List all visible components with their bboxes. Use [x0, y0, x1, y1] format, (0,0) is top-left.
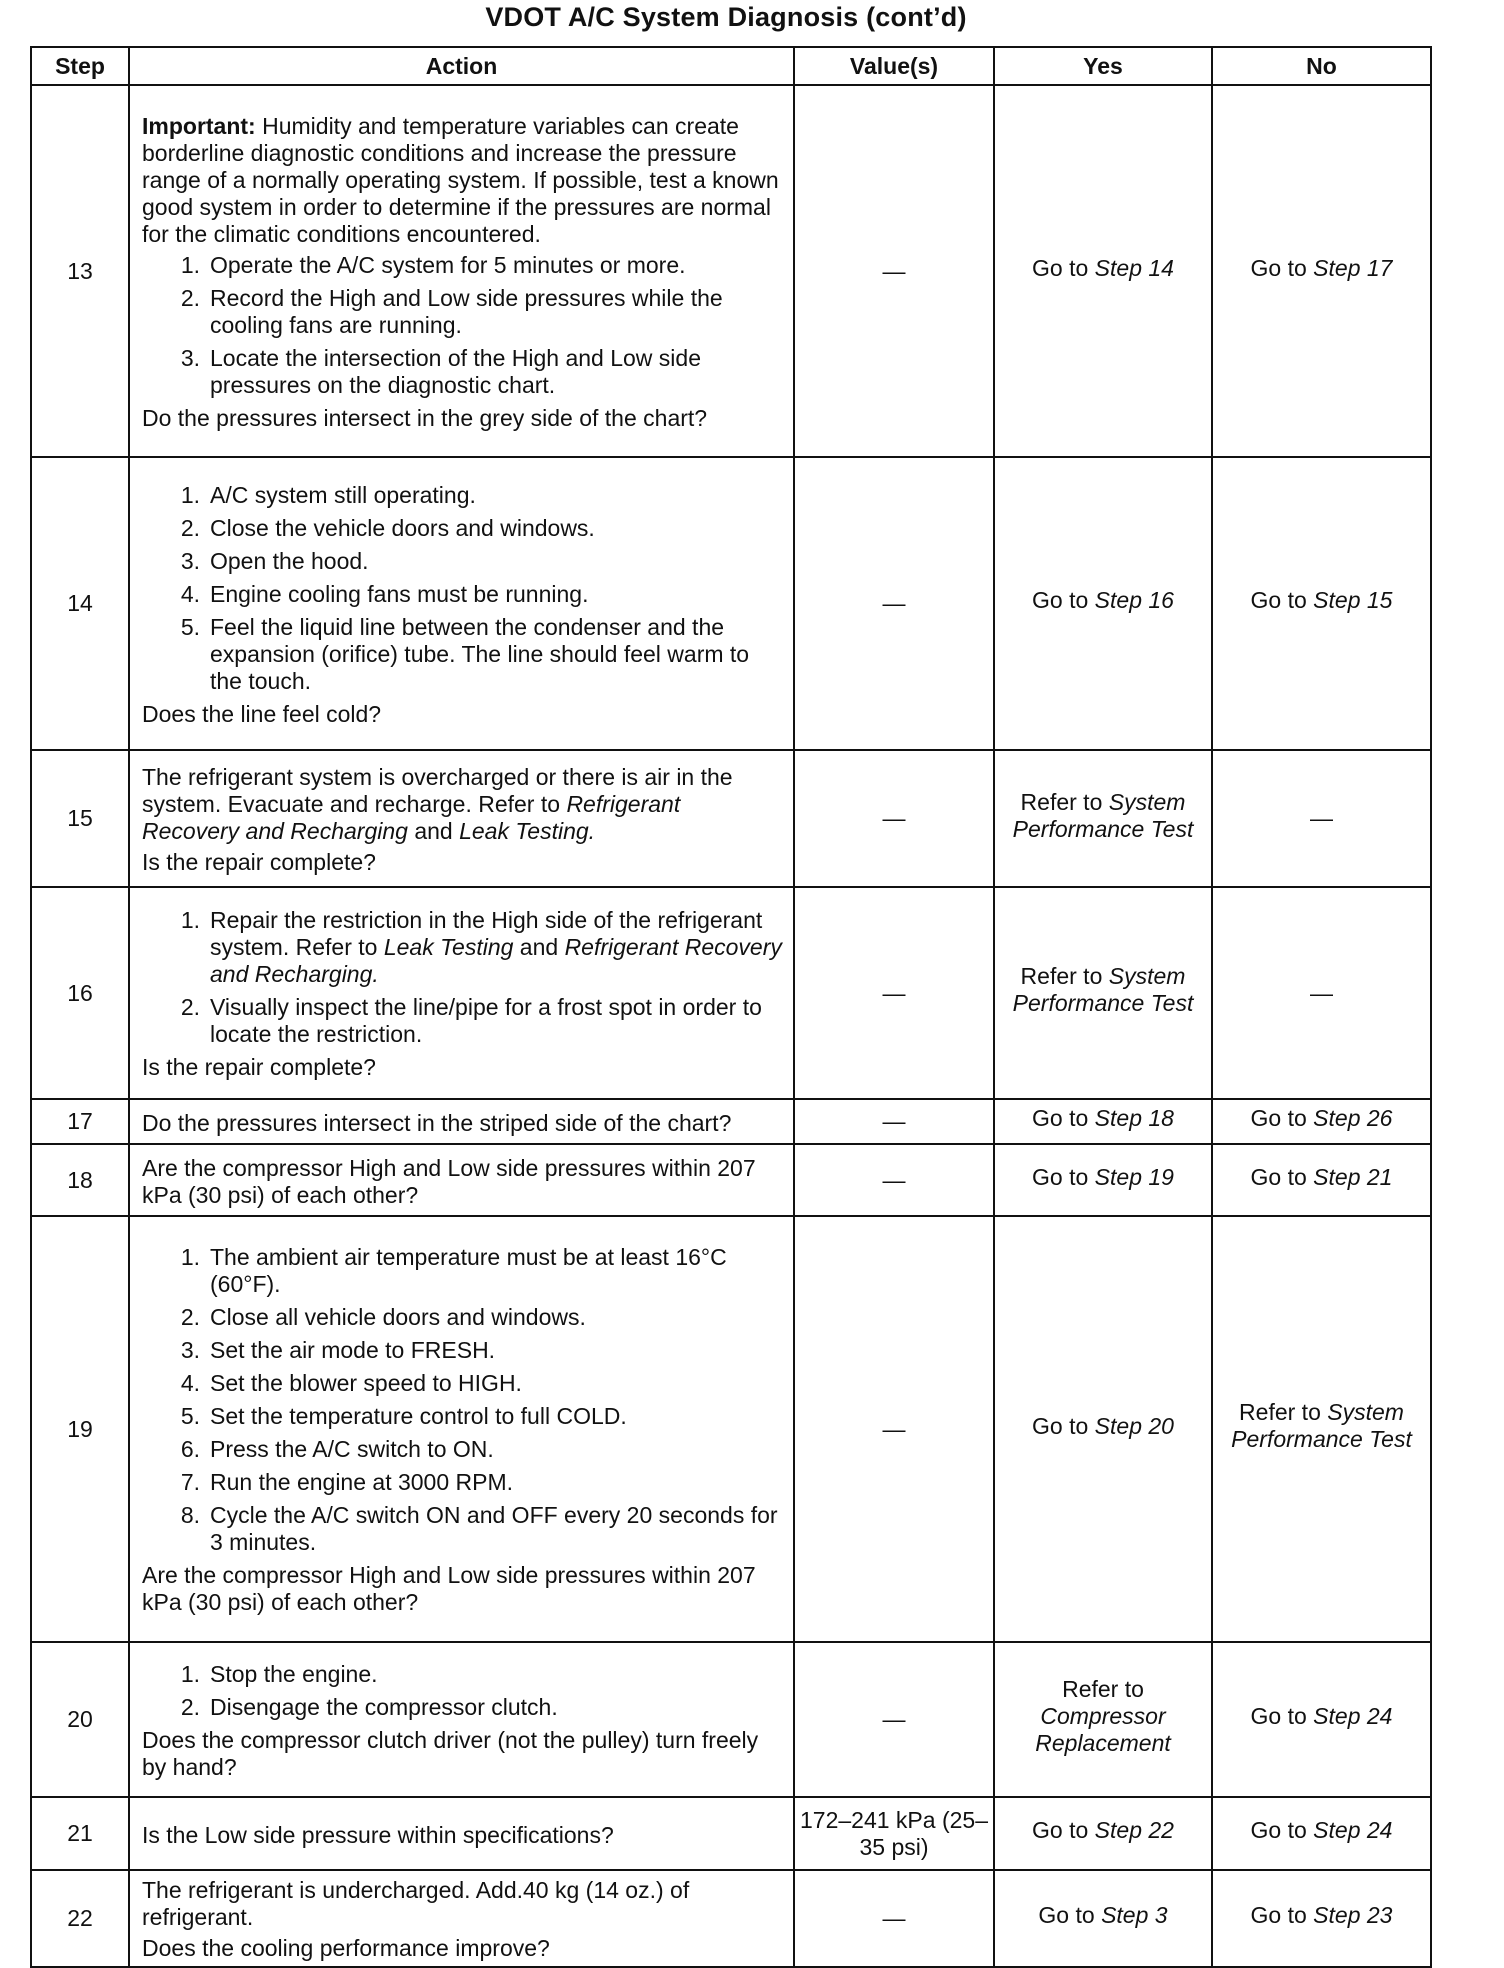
- action-cell: [129, 85, 794, 457]
- list-item-text: [210, 345, 783, 399]
- values-cell: —: [794, 1099, 994, 1144]
- list-item: [142, 1304, 783, 1331]
- text-run: Locate the intersection of the High and Low side pressures on the diagnostic chart.: [210, 344, 701, 398]
- page-title: VDOT A/C System Diagnosis (cont’d): [485, 2, 967, 32]
- dash-mark: —: [1310, 805, 1333, 831]
- step-number: 14: [31, 457, 129, 750]
- text-run: Close all vehicle doors and windows.: [210, 1304, 586, 1330]
- reference-text: System Performance Test: [1012, 963, 1194, 1016]
- header-values: Value(s): [794, 47, 994, 85]
- text-run: Set the air mode to FRESH.: [210, 1337, 496, 1363]
- step-number: 19: [31, 1216, 129, 1642]
- action-cell: [129, 457, 794, 750]
- list-item-text: [210, 252, 783, 279]
- step-number: 18: [31, 1144, 129, 1216]
- action-question: [142, 1562, 783, 1616]
- reference-text: Step 22: [1094, 1817, 1174, 1843]
- reference-text: System Performance Test: [1012, 788, 1194, 842]
- step-number: 20: [31, 1642, 129, 1797]
- yes-cell: [994, 1797, 1212, 1870]
- action-cell: [129, 1642, 794, 1797]
- text-run: Refer to: [1020, 788, 1109, 815]
- values-cell: —: [794, 1870, 994, 1967]
- list-item-number: 3.: [180, 547, 200, 574]
- list-item: [142, 515, 783, 542]
- list-item: [142, 548, 783, 575]
- yes-cell: [994, 1216, 1212, 1642]
- text-run: Record the High and Low side pressures while the cooling fans are running.: [210, 284, 723, 338]
- list-item: [142, 1661, 783, 1688]
- action-question: [142, 1822, 783, 1849]
- text-run: Go to: [1038, 1902, 1102, 1928]
- reference-text: Step 17: [1313, 254, 1393, 281]
- header-no: No: [1212, 47, 1431, 85]
- list-item: [142, 907, 783, 988]
- list-item: [142, 1244, 783, 1298]
- text-run: Go to: [1250, 1902, 1314, 1928]
- text-run: The refrigerant is undercharged. Add.40 kg (14 oz.) of refrigerant.: [142, 1877, 690, 1930]
- no-cell: [1212, 1870, 1431, 1967]
- action-list: [142, 1661, 783, 1721]
- no-cell: [1212, 1642, 1431, 1797]
- list-item: [142, 1502, 783, 1556]
- action-list: [142, 482, 783, 695]
- table-row: [31, 1216, 1431, 1642]
- yes-cell: [994, 1099, 1212, 1144]
- text-run: Does the cooling performance improve?: [142, 1935, 550, 1961]
- list-item-text: [210, 1337, 783, 1364]
- text-run: Engine cooling fans must be running.: [210, 580, 589, 607]
- text-run: Refer to: [1020, 963, 1109, 989]
- action-question: [142, 1155, 783, 1209]
- list-item-number: 3.: [180, 344, 200, 371]
- action-question: [142, 1054, 783, 1081]
- reference-text: Leak Testing.: [459, 817, 596, 844]
- no-cell: [1212, 750, 1431, 887]
- list-item-number: 2.: [180, 284, 200, 311]
- list-item: [142, 1436, 783, 1463]
- list-item-text: [210, 1694, 783, 1721]
- list-item-text: [210, 1370, 783, 1397]
- list-item-text: [210, 482, 783, 509]
- action-list: [142, 907, 783, 1048]
- action-question: [142, 1935, 783, 1962]
- reference-text: Step 24: [1313, 1817, 1393, 1843]
- list-item-text: [210, 1469, 783, 1496]
- reference-text: Step 14: [1094, 254, 1174, 281]
- text-run: Humidity and temperature variables can create borderline diagnostic conditions and increase the pressure range of a normally operating system. If possible, test a known good system in order to determine if the pressures are normal for the climatic conditions encountered.: [142, 112, 779, 247]
- text-run: Is the repair complete?: [142, 1054, 376, 1080]
- list-item: [142, 285, 783, 339]
- action-list: [142, 1244, 783, 1556]
- text-run: Does the compressor clutch driver (not the pulley) turn freely by hand?: [142, 1726, 759, 1780]
- reference-text: Step 15: [1313, 587, 1393, 613]
- yes-cell: [994, 85, 1212, 457]
- reference-text: Refrigerant Recovery and Recharging: [142, 790, 681, 844]
- reference-text: Step 21: [1313, 1163, 1393, 1190]
- values-cell: —: [794, 457, 994, 750]
- table-row: [31, 1870, 1431, 1967]
- text-run: A/C system still operating.: [210, 481, 476, 508]
- dash-mark: —: [1310, 979, 1333, 1006]
- values-cell: —: [794, 1216, 994, 1642]
- list-item-number: 4.: [180, 580, 200, 607]
- list-item-text: [210, 1304, 783, 1331]
- reference-text: Step 24: [1313, 1703, 1393, 1729]
- reference-text: Step 16: [1094, 587, 1174, 613]
- diagnosis-table: [30, 46, 1432, 1968]
- list-item-text: [210, 1502, 783, 1556]
- text-run: Is the Low side pressure within specifications?: [142, 1822, 614, 1848]
- action-question: [142, 701, 783, 728]
- values-cell: —: [794, 1642, 994, 1797]
- no-cell: [1212, 887, 1431, 1099]
- step-number: 22: [31, 1870, 129, 1967]
- list-item: [142, 1337, 783, 1364]
- step-number: 21: [31, 1797, 129, 1870]
- list-item-text: [210, 1244, 783, 1298]
- list-item-number: 1.: [180, 907, 200, 933]
- table-row: [31, 1797, 1431, 1870]
- list-item: [142, 614, 783, 695]
- text-run: Are the compressor High and Low side pressures within 207 kPa (30 psi) of each other?: [142, 1562, 756, 1615]
- header-action: Action: [129, 47, 794, 85]
- text-run: Set the blower speed to HIGH.: [210, 1370, 522, 1396]
- action-paragraph: [142, 113, 783, 248]
- list-item-number: 3.: [180, 1337, 200, 1363]
- no-cell: [1212, 1099, 1431, 1144]
- text-run: Go to: [1032, 1412, 1095, 1439]
- reference-text: System Performance Test: [1231, 1399, 1412, 1452]
- text-run: Does the line feel cold?: [142, 700, 382, 727]
- action-cell: [129, 1797, 794, 1870]
- action-cell: [129, 1144, 794, 1216]
- list-item: [142, 1694, 783, 1721]
- reference-text: Step 18: [1094, 1105, 1174, 1131]
- text-run: Cycle the A/C switch ON and OFF every 20 seconds for 3 minutes.: [210, 1502, 778, 1555]
- text-run: Go to: [1250, 1163, 1314, 1190]
- text-run: Do the pressures intersect in the striped side of the chart?: [142, 1110, 732, 1136]
- list-item-number: 1.: [180, 481, 200, 508]
- list-item-text: [210, 515, 783, 542]
- no-cell: [1212, 1797, 1431, 1870]
- list-item-text: [210, 581, 783, 608]
- reference-text: Step 26: [1313, 1105, 1393, 1131]
- text-run: Refer to: [1062, 1676, 1144, 1702]
- header-step: Step: [31, 47, 129, 85]
- table-row: [31, 1144, 1431, 1216]
- no-cell: [1212, 1144, 1431, 1216]
- list-item: [142, 345, 783, 399]
- action-cell: [129, 1099, 794, 1144]
- table-row: [31, 750, 1431, 887]
- table-row: [31, 1099, 1431, 1144]
- list-item-number: 4.: [180, 1370, 200, 1396]
- text-run: Are the compressor High and Low side pressures within 207 kPa (30 psi) of each other?: [142, 1155, 756, 1208]
- text-run: Do the pressures intersect in the grey side of the chart?: [142, 404, 708, 431]
- action-paragraph: [142, 764, 783, 845]
- list-item: [142, 994, 783, 1048]
- text-run: and: [513, 934, 565, 960]
- list-item-number: 7.: [180, 1469, 200, 1495]
- text-run: Stop the engine.: [210, 1660, 378, 1687]
- list-item-number: 2.: [180, 514, 200, 541]
- list-item-number: 8.: [180, 1502, 200, 1528]
- reference-text: Refrigerant Recovery and Recharging.: [210, 934, 782, 987]
- text-run: Is the repair complete?: [142, 848, 376, 875]
- action-cell: [129, 887, 794, 1099]
- list-item-number: 2.: [180, 994, 200, 1020]
- values-cell: —: [794, 750, 994, 887]
- yes-cell: [994, 1870, 1212, 1967]
- text-run: Go to: [1032, 1105, 1095, 1131]
- values-cell: —: [794, 85, 994, 457]
- yes-cell: [994, 750, 1212, 887]
- action-list: [142, 252, 783, 399]
- action-cell: [129, 1870, 794, 1967]
- list-item-number: 6.: [180, 1436, 200, 1462]
- text-run: Go to: [1032, 1817, 1095, 1843]
- list-item-number: 5.: [180, 1403, 200, 1429]
- step-number: 17: [31, 1099, 129, 1144]
- text-run: Go to: [1250, 1703, 1314, 1729]
- text-run: Operate the A/C system for 5 minutes or more.: [210, 251, 686, 278]
- yes-cell: [994, 457, 1212, 750]
- text-run: Feel the liquid line between the condenser and the expansion (orifice) tube. The line should feel warm to the touch.: [210, 613, 750, 694]
- text-run: Open the hood.: [210, 547, 369, 574]
- text-run: Repair the restriction in the High side of the refrigerant system. Refer to: [210, 907, 763, 960]
- no-cell: [1212, 457, 1431, 750]
- list-item-text: [210, 994, 783, 1048]
- values-cell: —: [794, 1144, 994, 1216]
- table-row: [31, 887, 1431, 1099]
- step-number: 15: [31, 750, 129, 887]
- text-run: The ambient air temperature must be at least 16°C (60°F).: [210, 1244, 727, 1297]
- reference-text: Step 20: [1094, 1412, 1174, 1439]
- text-run: Go to: [1250, 1817, 1314, 1843]
- list-item: [142, 1403, 783, 1430]
- text-run: Go to: [1032, 254, 1095, 281]
- important-label: Important:: [142, 112, 256, 139]
- list-item: [142, 1469, 783, 1496]
- table-row: [31, 85, 1431, 457]
- list-item-number: 1.: [180, 251, 200, 278]
- action-question: [142, 1110, 783, 1137]
- text-run: Go to: [1250, 587, 1314, 613]
- text-run: Disengage the compressor clutch.: [210, 1693, 558, 1720]
- reference-text: Step 23: [1313, 1902, 1393, 1928]
- values-cell: —: [794, 887, 994, 1099]
- list-item-text: [210, 907, 783, 988]
- reference-text: Compressor Replacement: [1035, 1703, 1171, 1756]
- list-item: [142, 252, 783, 279]
- list-item-text: [210, 614, 783, 695]
- list-item-number: 2.: [180, 1693, 200, 1720]
- action-paragraph: [142, 1877, 783, 1931]
- text-run: Set the temperature control to full COLD.: [210, 1403, 627, 1429]
- list-item: [142, 482, 783, 509]
- table-row: [31, 457, 1431, 750]
- action-cell: [129, 750, 794, 887]
- text-run: Run the engine at 3000 RPM.: [210, 1469, 514, 1495]
- action-cell: [129, 1216, 794, 1642]
- yes-cell: [994, 887, 1212, 1099]
- yes-cell: [994, 1144, 1212, 1216]
- list-item: [142, 581, 783, 608]
- text-run: Go to: [1032, 587, 1095, 613]
- list-item-text: [210, 1403, 783, 1430]
- list-item-text: [210, 285, 783, 339]
- text-run: The refrigerant system is overcharged or there is air in the system. Evacuate and recharge. Refer to: [142, 763, 733, 817]
- step-number: 13: [31, 85, 129, 457]
- reference-text: Step 19: [1094, 1163, 1174, 1190]
- list-item-text: [210, 1436, 783, 1463]
- no-cell: [1212, 1216, 1431, 1642]
- text-run: Go to: [1032, 1163, 1095, 1190]
- no-cell: [1212, 85, 1431, 457]
- action-question: [142, 405, 783, 432]
- list-item-text: [210, 548, 783, 575]
- text-run: Refer to: [1239, 1399, 1328, 1425]
- text-run: Visually inspect the line/pipe for a frost spot in order to locate the restriction.: [210, 994, 762, 1047]
- header-yes: Yes: [994, 47, 1212, 85]
- list-item-number: 1.: [180, 1660, 200, 1687]
- reference-text: Leak Testing: [383, 934, 514, 960]
- text-run: Go to: [1250, 254, 1314, 281]
- reference-text: Step 3: [1101, 1902, 1168, 1928]
- table-row: [31, 1642, 1431, 1797]
- values-cell: 172–241 kPa (25–35 psi): [794, 1797, 994, 1870]
- text-run: Close the vehicle doors and windows.: [210, 514, 595, 541]
- list-item-number: 2.: [180, 1304, 200, 1330]
- step-number: 16: [31, 887, 129, 1099]
- action-question: [142, 1727, 783, 1781]
- list-item-text: [210, 1661, 783, 1688]
- header-row: [31, 47, 1431, 85]
- text-run: and: [407, 817, 460, 844]
- text-run: Press the A/C switch to ON.: [210, 1436, 494, 1462]
- list-item-number: 5.: [180, 613, 200, 640]
- list-item: [142, 1370, 783, 1397]
- yes-cell: [994, 1642, 1212, 1797]
- action-question: [142, 849, 783, 876]
- list-item-number: 1.: [180, 1244, 200, 1270]
- text-run: Go to: [1250, 1105, 1314, 1131]
